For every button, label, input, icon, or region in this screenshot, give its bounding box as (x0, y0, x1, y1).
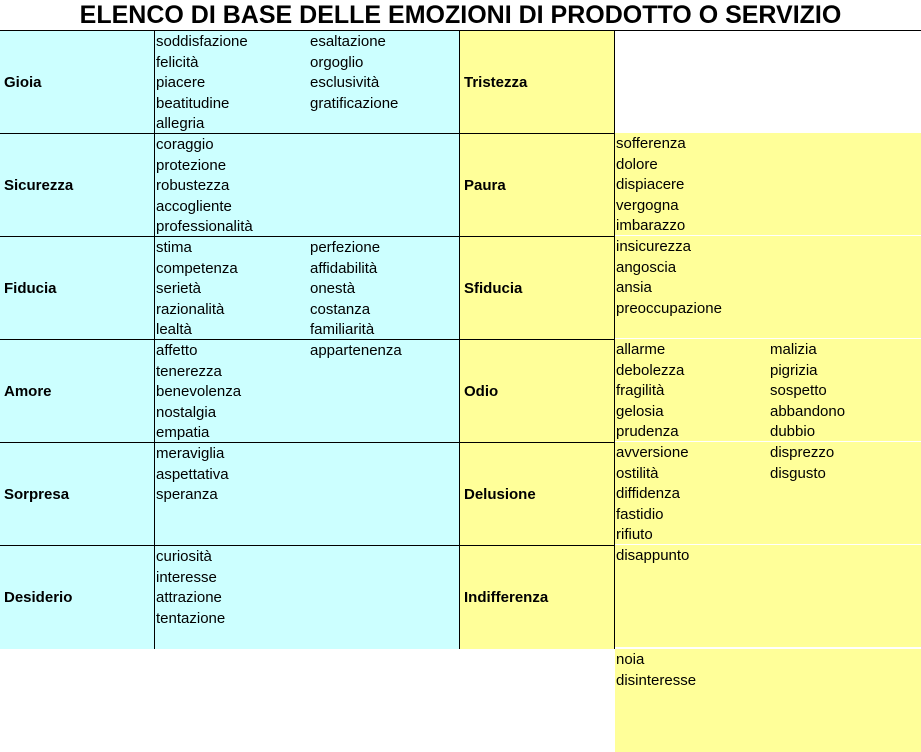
positive-emotion-category: Amore (0, 340, 155, 442)
positive-emotion-category: Gioia (0, 31, 155, 133)
emotion-word: beatitudine (156, 94, 230, 112)
emotion-word: professionalità (156, 218, 253, 236)
emotion-word: tentazione (156, 609, 226, 627)
emotion-word: interesse (156, 568, 217, 586)
emotion-word: aspettativa (156, 465, 229, 483)
emotion-word: esaltazione (310, 33, 386, 50)
emotion-word: diffidenza (616, 485, 680, 503)
emotion-word: avversione (616, 444, 689, 461)
negative-emotion-category: Paura (460, 134, 615, 236)
page-title: ELENCO DI BASE DELLE EMOZIONI DI PRODOTTO O SERVIZIO (79, 1, 842, 29)
emotion-word: prudenza (616, 423, 679, 441)
emotion-word: pigrizia (770, 361, 818, 379)
word-column (156, 238, 238, 341)
emotion-word: dolore (616, 155, 658, 173)
positive-emotion-category: Sorpresa (0, 443, 155, 545)
emotion-word: rifiuto (616, 526, 653, 544)
emotion-word: coraggio (156, 136, 214, 153)
emotion-word: robustezza (156, 177, 230, 195)
emotion-word: serietà (156, 280, 202, 298)
positive-emotion-words (155, 237, 460, 339)
positive-emotion-category: Fiducia (0, 237, 155, 339)
emotion-word: abbandono (770, 402, 846, 420)
emotion-word: orgoglio (310, 53, 364, 71)
positive-emotion-category: Sicurezza (0, 134, 155, 236)
negative-emotion-category: Indifferenza (460, 546, 615, 649)
emotion-word: affidabilità (310, 259, 378, 277)
positive-emotion-words (155, 31, 460, 133)
emotion-word: tenerezza (156, 362, 222, 380)
word-column (156, 341, 241, 444)
emotion-word: familiarità (310, 321, 375, 339)
emotion-word: speranza (156, 486, 218, 504)
emotion-word: piacere (156, 74, 206, 92)
emotion-word: competenza (156, 259, 238, 277)
emotion-word: soddisfazione (156, 33, 248, 50)
emotion-word: curiosità (156, 548, 212, 565)
emotion-word: malizia (770, 341, 817, 358)
emotion-word: dispiacere (616, 176, 685, 194)
emotion-word: meraviglia (156, 445, 225, 462)
negative-emotion-category: Tristezza (460, 31, 615, 133)
emotion-word: ostilità (616, 464, 659, 482)
word-column (156, 547, 225, 629)
word-column (156, 444, 229, 506)
emotion-word: imbarazzo (616, 217, 686, 235)
emotion-word: noia (616, 651, 645, 668)
emotion-word: stima (156, 239, 192, 256)
emotion-word: ansia (616, 279, 652, 297)
emotion-word: disinteresse (616, 671, 697, 689)
negative-emotion-category: Sfiducia (460, 237, 615, 339)
emotion-word: esclusività (310, 74, 380, 92)
emotion-word: nostalgia (156, 403, 217, 421)
emotion-word: vergogna (616, 196, 679, 214)
emotion-word: felicità (156, 53, 199, 71)
word-column (616, 650, 696, 691)
emotion-word: fastidio (616, 505, 664, 523)
emotion-word: gratificazione (310, 94, 399, 112)
emotion-word: sospetto (770, 382, 827, 400)
emotion-word: accogliente (156, 197, 232, 215)
emotion-word: razionalità (156, 300, 225, 318)
emotion-word: insicurezza (616, 238, 692, 255)
word-column (156, 135, 253, 238)
emotion-word: debolezza (616, 361, 685, 379)
emotion-word: disappunto (616, 547, 690, 564)
word-column (310, 341, 402, 362)
emotion-word: allegria (156, 115, 205, 133)
word-column (310, 32, 398, 114)
emotion-word: affetto (156, 342, 198, 359)
table-row (0, 546, 921, 689)
emotion-word: disgusto (770, 464, 826, 482)
positive-emotion-words (155, 443, 460, 545)
emotion-word: lealtà (156, 321, 192, 339)
emotion-word: allarme (616, 341, 666, 358)
emotion-word: protezione (156, 156, 227, 174)
emotions-table (0, 30, 921, 689)
emotion-word: disprezzo (770, 444, 835, 461)
negative-emotion-words (615, 649, 921, 752)
emotion-word: empatia (156, 424, 210, 442)
positive-emotion-words (155, 546, 460, 649)
positive-emotion-words (155, 134, 460, 236)
negative-emotion-category: Delusione (460, 443, 615, 545)
positive-emotion-category: Desiderio (0, 546, 155, 649)
emotion-word: fragilità (616, 382, 665, 400)
emotion-word: benevolenza (156, 383, 242, 401)
emotion-word: attrazione (156, 589, 222, 607)
positive-emotion-words (155, 340, 460, 442)
word-column (156, 32, 248, 135)
emotion-word: sofferenza (616, 135, 686, 152)
emotion-word: costanza (310, 300, 371, 318)
word-column (310, 238, 380, 341)
emotion-word: angoscia (616, 258, 677, 276)
emotion-word: preoccupazione (616, 299, 722, 317)
emotion-word: dubbio (770, 423, 816, 441)
negative-emotion-category: Odio (460, 340, 615, 442)
emotion-word: appartenenza (310, 342, 402, 359)
emotion-word: gelosia (616, 402, 664, 420)
emotion-word: perfezione (310, 239, 381, 256)
emotion-word: onestà (310, 280, 356, 298)
